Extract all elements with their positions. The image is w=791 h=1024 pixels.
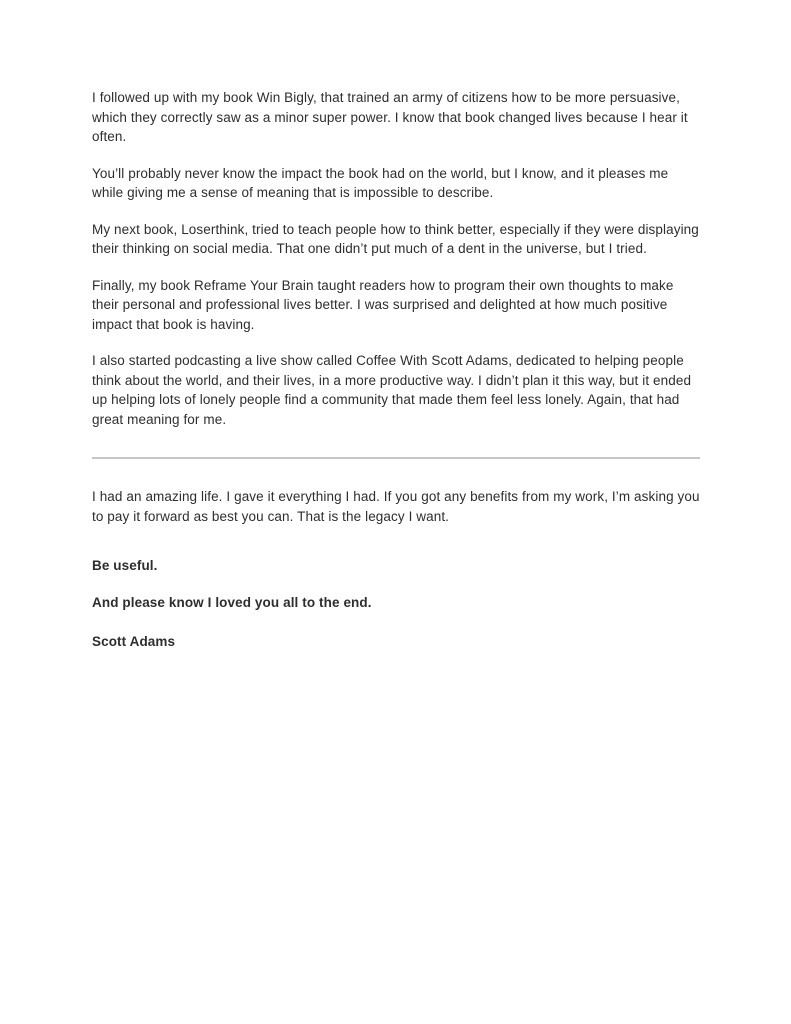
body-paragraph: Finally, my book Reframe Your Brain taught readers how to program their own thoughts to make their personal and professional lives better. I was surprised and delighted at how much positive impact that book is having. [92,277,674,332]
closing-line-farewell: And please know I loved you all to the end. [92,594,372,610]
section-divider [92,457,700,459]
body-paragraph: I followed up with my book Win Bigly, that trained an army of citizens how to be more persuasive, which they correctly saw as a minor super power. I know that book changed lives because I hear it often. [92,90,688,144]
body-paragraph: You’ll probably never know the impact the book had on the world, but I know, and it pleases me while giving me a sense of meaning that is impossible to describe. [92,165,669,200]
body-paragraph: I also started podcasting a live show called Coffee With Scott Adams, dedicated to helping people think about the world, and their lives, in a more productive way. I didn’t plan it this way, but it ended up helping lots of lonely people find a community that made them feel less lonely. Again, that had great meaning for me. [92,353,692,427]
body-paragraph: My next book, Loserthink, tried to teach people how to think better, especially if they were displaying their thinking on social media. That one didn’t put much of a dent in the universe, but I tried. [92,221,699,256]
document-body [92,88,700,669]
signature: Scott Adams [92,634,176,649]
body-paragraph: I had an amazing life. I gave it everything I had. If you got any benefits from my work, I’m asking you to pay it forward as best you can. That is the legacy I want. [92,489,700,524]
closing-line-be-useful: Be useful. [92,558,158,573]
